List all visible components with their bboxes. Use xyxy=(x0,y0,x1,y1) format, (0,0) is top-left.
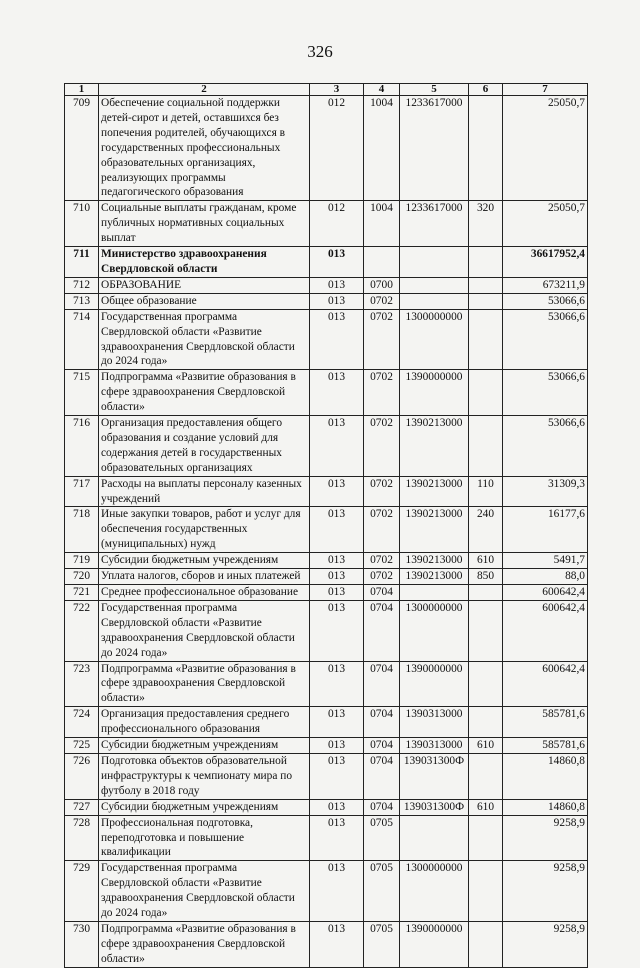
item-name-cell: Иные закупки товаров, работ и услуг для обеспечения государственных (муниципальных) нужд xyxy=(99,507,310,553)
target-code-cell: 139031300Ф xyxy=(400,799,469,815)
item-name-cell: ОБРАЗОВАНИЕ xyxy=(99,277,310,293)
target-code-cell: 1390313000 xyxy=(400,707,469,738)
target-code-cell: 1390213000 xyxy=(400,476,469,507)
section-code-cell: 0702 xyxy=(364,476,400,507)
row-number-cell: 719 xyxy=(65,553,99,569)
row-number-cell: 721 xyxy=(65,585,99,601)
amount-cell: 53066,6 xyxy=(503,293,588,309)
section-code-cell: 0700 xyxy=(364,277,400,293)
section-code-cell: 0702 xyxy=(364,370,400,416)
target-code-cell xyxy=(400,815,469,861)
item-name-cell: Организация предоставления общего образования и создание условий для содержания детей в государственных образовательных организациях xyxy=(99,416,310,477)
target-code-cell: 1233617000 xyxy=(400,96,469,201)
target-code-cell: 1390213000 xyxy=(400,553,469,569)
expense-type-cell: 110 xyxy=(469,476,503,507)
amount-cell: 9258,9 xyxy=(503,921,588,967)
table-row xyxy=(65,753,588,799)
section-code-cell: 0702 xyxy=(364,309,400,370)
admin-code-cell: 013 xyxy=(310,738,364,754)
row-number-cell: 730 xyxy=(65,921,99,967)
expense-type-cell: 610 xyxy=(469,553,503,569)
target-code-cell: 1390000000 xyxy=(400,921,469,967)
amount-cell: 25050,7 xyxy=(503,96,588,201)
amount-cell: 88,0 xyxy=(503,569,588,585)
amount-cell: 14860,8 xyxy=(503,799,588,815)
admin-code-cell: 013 xyxy=(310,293,364,309)
item-name-cell: Подпрограмма «Развитие образования в сфере здравоохранения Свердловской области» xyxy=(99,921,310,967)
item-name-cell: Общее образование xyxy=(99,293,310,309)
expense-type-cell xyxy=(469,707,503,738)
item-name-cell: Расходы на выплаты персоналу казенных учреждений xyxy=(99,476,310,507)
amount-cell: 5491,7 xyxy=(503,553,588,569)
section-code-cell xyxy=(364,247,400,278)
amount-cell: 585781,6 xyxy=(503,707,588,738)
expense-type-cell xyxy=(469,600,503,661)
table-row xyxy=(65,600,588,661)
table-row xyxy=(65,96,588,201)
table-row xyxy=(65,707,588,738)
admin-code-cell: 012 xyxy=(310,201,364,247)
target-code-cell: 1300000000 xyxy=(400,861,469,922)
table-row xyxy=(65,247,588,278)
row-number-cell: 725 xyxy=(65,738,99,754)
item-name-cell: Организация предоставления среднего профессионального образования xyxy=(99,707,310,738)
expense-type-cell xyxy=(469,309,503,370)
target-code-cell: 1390213000 xyxy=(400,569,469,585)
item-name-cell: Подпрограмма «Развитие образования в сфере здравоохранения Свердловской области» xyxy=(99,370,310,416)
admin-code-cell: 012 xyxy=(310,96,364,201)
amount-cell: 585781,6 xyxy=(503,738,588,754)
table-row xyxy=(65,661,588,707)
table-body xyxy=(65,96,588,968)
row-number-cell: 718 xyxy=(65,507,99,553)
admin-code-cell: 013 xyxy=(310,815,364,861)
amount-cell: 31309,3 xyxy=(503,476,588,507)
target-code-cell xyxy=(400,585,469,601)
header-cell: 4 xyxy=(364,84,400,96)
admin-code-cell: 013 xyxy=(310,661,364,707)
table-row xyxy=(65,815,588,861)
amount-cell: 9258,9 xyxy=(503,861,588,922)
target-code-cell: 1390000000 xyxy=(400,370,469,416)
admin-code-cell: 013 xyxy=(310,585,364,601)
admin-code-cell: 013 xyxy=(310,861,364,922)
row-number-cell: 711 xyxy=(65,247,99,278)
expense-type-cell xyxy=(469,815,503,861)
item-name-cell: Субсидии бюджетным учреждениям xyxy=(99,553,310,569)
table-row xyxy=(65,416,588,477)
header-cell: 5 xyxy=(400,84,469,96)
row-number-cell: 720 xyxy=(65,569,99,585)
admin-code-cell: 013 xyxy=(310,507,364,553)
header-cell: 2 xyxy=(99,84,310,96)
admin-code-cell: 013 xyxy=(310,277,364,293)
section-code-cell: 0704 xyxy=(364,707,400,738)
expense-type-cell xyxy=(469,370,503,416)
section-code-cell: 0702 xyxy=(364,416,400,477)
admin-code-cell: 013 xyxy=(310,707,364,738)
item-name-cell: Среднее профессиональное образование xyxy=(99,585,310,601)
section-code-cell: 0704 xyxy=(364,753,400,799)
item-name-cell: Субсидии бюджетным учреждениям xyxy=(99,799,310,815)
row-number-cell: 712 xyxy=(65,277,99,293)
amount-cell: 53066,6 xyxy=(503,370,588,416)
budget-table xyxy=(64,83,588,968)
table-row xyxy=(65,861,588,922)
expense-type-cell: 240 xyxy=(469,507,503,553)
expense-type-cell xyxy=(469,247,503,278)
admin-code-cell: 013 xyxy=(310,309,364,370)
section-code-cell: 0702 xyxy=(364,569,400,585)
admin-code-cell: 013 xyxy=(310,600,364,661)
admin-code-cell: 013 xyxy=(310,476,364,507)
row-number-cell: 717 xyxy=(65,476,99,507)
expense-type-cell xyxy=(469,861,503,922)
section-code-cell: 0705 xyxy=(364,815,400,861)
section-code-cell: 0704 xyxy=(364,600,400,661)
section-code-cell: 0704 xyxy=(364,799,400,815)
item-name-cell: Профессиональная подготовка, переподготовка и повышение квалификации xyxy=(99,815,310,861)
section-code-cell: 0702 xyxy=(364,293,400,309)
row-number-cell: 715 xyxy=(65,370,99,416)
amount-cell: 600642,4 xyxy=(503,661,588,707)
page-number: 326 xyxy=(307,42,333,61)
section-code-cell: 0704 xyxy=(364,661,400,707)
target-code-cell: 1390000000 xyxy=(400,661,469,707)
header-cell: 1 xyxy=(65,84,99,96)
amount-cell: 25050,7 xyxy=(503,201,588,247)
expense-type-cell xyxy=(469,96,503,201)
amount-cell: 16177,6 xyxy=(503,507,588,553)
item-name-cell: Подготовка объектов образовательной инфраструктуры к чемпионату мира по футболу в 2018 году xyxy=(99,753,310,799)
table-row xyxy=(65,799,588,815)
item-name-cell: Социальные выплаты гражданам, кроме публичных нормативных социальных выплат xyxy=(99,201,310,247)
section-code-cell: 0704 xyxy=(364,738,400,754)
section-code-cell: 1004 xyxy=(364,201,400,247)
table-row xyxy=(65,507,588,553)
expense-type-cell xyxy=(469,277,503,293)
table-row xyxy=(65,370,588,416)
amount-cell: 600642,4 xyxy=(503,600,588,661)
row-number-cell: 710 xyxy=(65,201,99,247)
admin-code-cell: 013 xyxy=(310,799,364,815)
table-row xyxy=(65,309,588,370)
row-number-cell: 713 xyxy=(65,293,99,309)
table-row xyxy=(65,201,588,247)
row-number-cell: 726 xyxy=(65,753,99,799)
row-number-cell: 723 xyxy=(65,661,99,707)
table-row xyxy=(65,738,588,754)
target-code-cell: 1390313000 xyxy=(400,738,469,754)
item-name-cell: Государственная программа Свердловской области «Развитие здравоохранения Свердловской области до 2024 года» xyxy=(99,861,310,922)
expense-type-cell xyxy=(469,661,503,707)
admin-code-cell: 013 xyxy=(310,247,364,278)
header-cell: 7 xyxy=(503,84,588,96)
admin-code-cell: 013 xyxy=(310,370,364,416)
target-code-cell xyxy=(400,247,469,278)
section-code-cell: 1004 xyxy=(364,96,400,201)
section-code-cell: 0702 xyxy=(364,507,400,553)
header-cell: 6 xyxy=(469,84,503,96)
table-row xyxy=(65,921,588,967)
row-number-cell: 729 xyxy=(65,861,99,922)
amount-cell: 673211,9 xyxy=(503,277,588,293)
row-number-cell: 709 xyxy=(65,96,99,201)
expense-type-cell xyxy=(469,585,503,601)
section-code-cell: 0702 xyxy=(364,553,400,569)
target-code-cell: 1300000000 xyxy=(400,309,469,370)
target-code-cell: 1390213000 xyxy=(400,507,469,553)
row-number-cell: 716 xyxy=(65,416,99,477)
expense-type-cell xyxy=(469,753,503,799)
amount-cell: 53066,6 xyxy=(503,309,588,370)
expense-type-cell: 320 xyxy=(469,201,503,247)
table-row xyxy=(65,585,588,601)
expense-type-cell: 850 xyxy=(469,569,503,585)
table-row xyxy=(65,476,588,507)
admin-code-cell: 013 xyxy=(310,569,364,585)
table-row xyxy=(65,569,588,585)
section-code-cell: 0705 xyxy=(364,921,400,967)
admin-code-cell: 013 xyxy=(310,921,364,967)
target-code-cell xyxy=(400,277,469,293)
table-row xyxy=(65,293,588,309)
section-code-cell: 0704 xyxy=(364,585,400,601)
amount-cell: 53066,6 xyxy=(503,416,588,477)
amount-cell: 14860,8 xyxy=(503,753,588,799)
row-number-cell: 728 xyxy=(65,815,99,861)
admin-code-cell: 013 xyxy=(310,553,364,569)
target-code-cell: 1233617000 xyxy=(400,201,469,247)
target-code-cell xyxy=(400,293,469,309)
row-number-cell: 727 xyxy=(65,799,99,815)
item-name-cell: Обеспечение социальной поддержки детей-сирот и детей, оставшихся без попечения родителей, обучающихся в государственных профессиональных образовательных организациях, реализующих программы педагогического образования xyxy=(99,96,310,201)
item-name-cell: Министерство здравоохранения Свердловской области xyxy=(99,247,310,278)
row-number-cell: 724 xyxy=(65,707,99,738)
admin-code-cell: 013 xyxy=(310,753,364,799)
item-name-cell: Государственная программа Свердловской области «Развитие здравоохранения Свердловской области до 2024 года» xyxy=(99,309,310,370)
item-name-cell: Субсидии бюджетным учреждениям xyxy=(99,738,310,754)
section-code-cell: 0705 xyxy=(364,861,400,922)
expense-type-cell xyxy=(469,293,503,309)
header-cell: 3 xyxy=(310,84,364,96)
amount-cell: 600642,4 xyxy=(503,585,588,601)
admin-code-cell: 013 xyxy=(310,416,364,477)
target-code-cell: 1390213000 xyxy=(400,416,469,477)
row-number-cell: 722 xyxy=(65,600,99,661)
expense-type-cell: 610 xyxy=(469,738,503,754)
target-code-cell: 1300000000 xyxy=(400,600,469,661)
row-number-cell: 714 xyxy=(65,309,99,370)
table-row xyxy=(65,553,588,569)
expense-type-cell xyxy=(469,416,503,477)
item-name-cell: Подпрограмма «Развитие образования в сфере здравоохранения Свердловской области» xyxy=(99,661,310,707)
expense-type-cell xyxy=(469,921,503,967)
expense-type-cell: 610 xyxy=(469,799,503,815)
table-row xyxy=(65,277,588,293)
target-code-cell: 139031300Ф xyxy=(400,753,469,799)
table-header-row xyxy=(65,84,588,96)
amount-cell: 9258,9 xyxy=(503,815,588,861)
amount-cell: 36617952,4 xyxy=(503,247,588,278)
item-name-cell: Государственная программа Свердловской области «Развитие здравоохранения Свердловской области до 2024 года» xyxy=(99,600,310,661)
item-name-cell: Уплата налогов, сборов и иных платежей xyxy=(99,569,310,585)
